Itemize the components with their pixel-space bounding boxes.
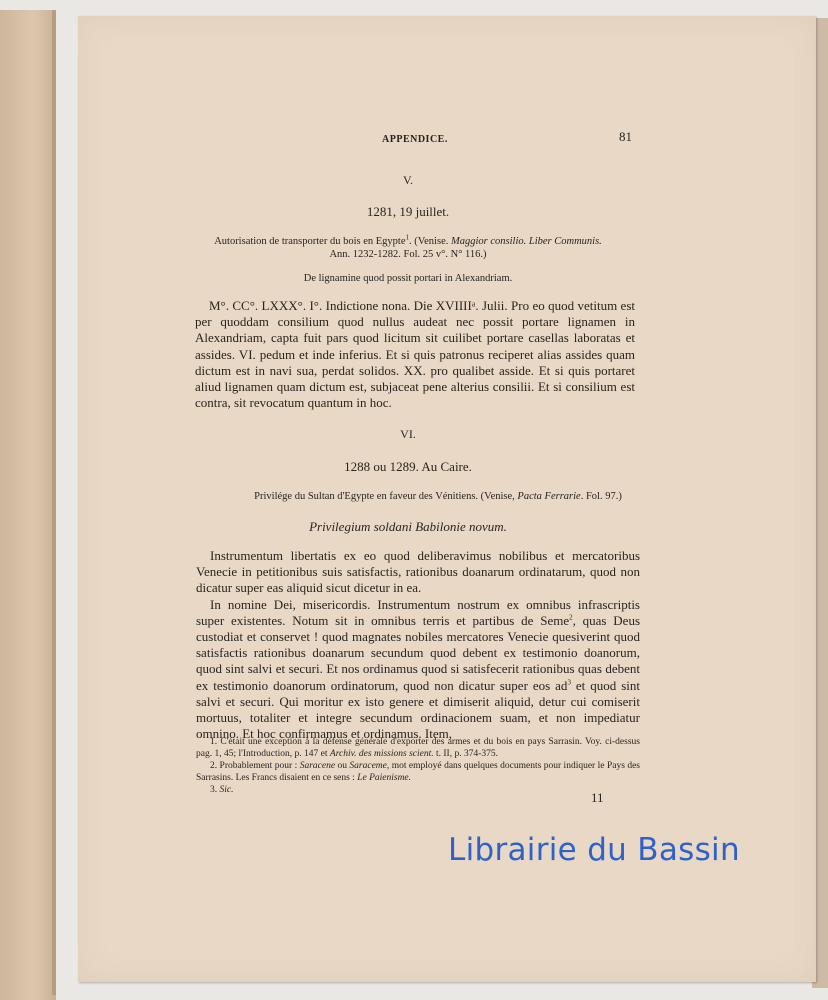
document-numeral-5: V. bbox=[402, 173, 414, 187]
signature-mark: 11 bbox=[591, 790, 604, 805]
facing-page-edge bbox=[0, 10, 56, 1000]
paragraph-text: , quas Deus custodiat et conservet ! quod magnates nobiles mercatores Venecie quesiverint quod satisfactis rationibus doanarum secundum quod debent ex testimonio doanorum, quod sint salvi et securi. Et nos ordinamus quod si satisfecerit rationibus quas debent ex testimonio doanorum ordinatorum, quod non dicatur super eos ad bbox=[196, 612, 641, 693]
footnote-term: Le Paienisme. bbox=[357, 773, 412, 783]
document-rubric-5: De lignamine quod possit portari in Alexandriam. bbox=[303, 273, 513, 284]
footnote-text: 2. Probablement pour : bbox=[210, 761, 300, 771]
document-title-6 bbox=[78, 519, 738, 535]
footnote-text: t. II, p. 374-375. bbox=[433, 749, 498, 759]
summary-source: Maggior consilio. Liber Communis. bbox=[450, 236, 602, 247]
footnote-term: Sic. bbox=[219, 785, 234, 795]
privilege-title: Privilegium soldani Babilonie novum. bbox=[309, 519, 507, 534]
footnotes bbox=[196, 736, 640, 796]
summary-text: . Fol. 97.) bbox=[580, 491, 622, 502]
footnote-term: Saraceme, bbox=[349, 761, 390, 771]
document-date-6: 1288 ou 1289. Au Caire. bbox=[344, 459, 472, 474]
summary-source: Pacta Ferrarie bbox=[517, 491, 581, 502]
footnote-ref-1: 1 bbox=[405, 233, 409, 242]
document-numeral-6: VI. bbox=[400, 427, 416, 441]
running-title: APPENDICE. bbox=[382, 134, 448, 145]
footnote-text: 3. bbox=[210, 785, 220, 795]
footnote-source: Archiv. des missions scient. bbox=[329, 749, 434, 759]
document-summary-5 bbox=[198, 233, 618, 261]
footnote-1 bbox=[196, 736, 640, 760]
document-summary-6 bbox=[78, 491, 798, 504]
document-date-5: 1281, 19 juillet. bbox=[366, 204, 450, 219]
paragraph-text: In nomine Dei, misericordis. Instrumentum nostrum ex omnibus infrascriptis super existentes. Notum sit in omnibus terris et partibus de Seme bbox=[196, 596, 640, 628]
summary-reference: Ann. 1232-1282. Fol. 25 v°. N° 116.) bbox=[329, 248, 487, 260]
paragraph: M°. CC°. LXXX°. I°. Indictione nona. Die XVIIIIᵃ. Julii. Pro eo quod vetitum est per quoddam consilium quod nullus audeat nec possit portare lignamen in Alexandriam, capta fuit pars quod licitum sit cuilibet portare casellas laboratas et assides. VI. pedum et inde inferius. Et si quis patronus reciperet alias assides quam dictum est in navi sua, perdat solidos. XX. pro qualibet asside. Et si quis portaret aliud lignamen quam dictum est, subjaceat pene alterius consilii. Et si consilium est contra, sit revocatum quantum in hoc. bbox=[195, 298, 635, 411]
facing-page-gutter bbox=[52, 10, 56, 995]
footnote-text: mot employé dans quelques documents pour indiquer le Pays des Sarrasins. Les Francs disaient en ce sens : bbox=[196, 761, 640, 783]
footnote-ref-2: 2 bbox=[569, 613, 573, 622]
summary-text: . (Venise. bbox=[408, 236, 451, 247]
footnote-2 bbox=[196, 760, 640, 784]
paragraph: Instrumentum libertatis ex eo quod deliberavimus nobilibus et mercatoribus Venecie in petitionibus suis satisfactis, rationibus doanarum ordinatarum, quod non dicatur super eas aliquid sicut dicetur in ea. bbox=[196, 548, 640, 596]
page-number: 81 bbox=[619, 129, 632, 144]
summary-text: Privilége du Sultan d'Egypte en faveur des Vénitiens. (Venise, bbox=[254, 491, 518, 502]
footnote-term: Saracene bbox=[299, 761, 336, 771]
document-text-5 bbox=[195, 298, 635, 411]
paragraph-text: et quod sint salvi et securi. Qui moritur ex isto genere et dimiserit aliquid, detur cui comiserit mortuus, totaliter et integre secundum ordinacionem suam, et non impediatur omnino. Et hoc confirmamus et ordinamus. Item, bbox=[196, 677, 641, 742]
watermark-text: Librairie du Bassin bbox=[448, 832, 740, 868]
document-text-6 bbox=[196, 548, 640, 742]
footnote-ref-3: 3 bbox=[567, 678, 571, 687]
paragraph bbox=[196, 597, 640, 743]
footnote-text: ou bbox=[335, 761, 350, 771]
summary-text: Autorisation de transporter du bois en Egypte bbox=[214, 236, 406, 247]
footnote-3 bbox=[196, 784, 640, 796]
footnote-text: 1. C'était une exception à la défense générale d'exporter des armes et du bois en pays Sarrasin. Voy. ci-dessus pag. 1, 45; l'Introduction, p. 147 et bbox=[196, 737, 640, 759]
